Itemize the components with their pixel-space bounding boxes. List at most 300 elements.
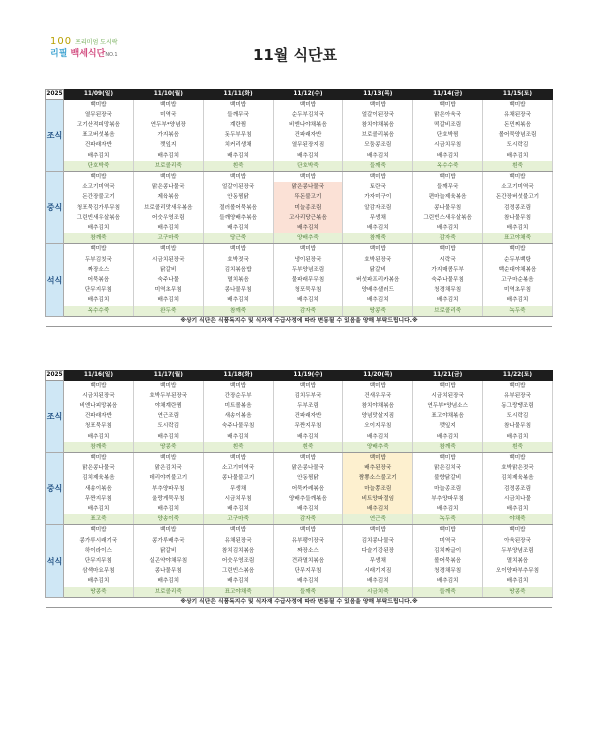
logo-brand-left: 리필 bbox=[50, 49, 68, 59]
day-header: 11/22(토) bbox=[483, 371, 553, 381]
menu-row bbox=[46, 151, 553, 161]
menu-cell: 데리야끼불고기 bbox=[133, 473, 203, 483]
menu-cell: 숙주나물무침 bbox=[413, 275, 483, 285]
menu-cell: 배추김치 bbox=[483, 295, 553, 305]
menu-row bbox=[46, 140, 553, 150]
menu-cell: 부추양파무침 bbox=[133, 484, 203, 494]
porridge-cell: 고구마죽 bbox=[133, 233, 203, 244]
menu-cell: 백미밥 bbox=[273, 380, 343, 391]
menu-cell: 무짠지무침 bbox=[64, 494, 134, 504]
menu-cell: 배추김치 bbox=[133, 504, 203, 514]
menu-cell: 콩나물무침 bbox=[413, 203, 483, 213]
menu-cell: 백미밥 bbox=[413, 171, 483, 182]
porridge-cell: 당근죽 bbox=[203, 233, 273, 244]
menu-cell: 검정콩조림 bbox=[483, 484, 553, 494]
menu-cell: 순두부김치국 bbox=[273, 110, 343, 120]
menu-cell: 시금치무침 bbox=[203, 494, 273, 504]
menu-cell: 어묵볶음 bbox=[64, 275, 134, 285]
porridge-cell: 들깨죽 bbox=[413, 587, 483, 598]
menu-cell: 청포묵무침 bbox=[273, 285, 343, 295]
menu-cell: 양배추들깨볶음 bbox=[273, 494, 343, 504]
porridge-cell: 녹두죽 bbox=[483, 306, 553, 317]
menu-cell: 맑은콩나물국 bbox=[64, 463, 134, 473]
menu-cell: 그린빈스볶음 bbox=[203, 566, 273, 576]
day-header: 11/19(수) bbox=[273, 371, 343, 381]
menu-cell: 어숫우영조림 bbox=[133, 213, 203, 223]
menu-cell: 배추김치 bbox=[273, 504, 343, 514]
menu-cell: 백미밥 bbox=[413, 99, 483, 110]
menu-row bbox=[46, 463, 553, 473]
menu-cell: 가지볶음 bbox=[133, 130, 203, 140]
menu-cell: 오이양파부추무침 bbox=[483, 566, 553, 576]
meal-label bbox=[46, 171, 64, 243]
menu-cell: 양념맛살지짐 bbox=[343, 411, 413, 421]
porridge-cell: 브로콜리죽 bbox=[133, 161, 203, 172]
menu-cell: 들깨양배추볶음 bbox=[203, 213, 273, 223]
menu-cell: 들깨무국 bbox=[413, 182, 483, 192]
porridge-cell: 옥수수죽 bbox=[413, 161, 483, 172]
porridge-cell: 야채죽 bbox=[483, 514, 553, 525]
menu-cell: 배추김치 bbox=[273, 295, 343, 305]
menu-cell: 두부김칫국 bbox=[64, 255, 134, 265]
menu-cell: 배추김치 bbox=[483, 432, 553, 442]
menu-cell: 백미밥 bbox=[133, 244, 203, 255]
porridge-cell: 브로콜리죽 bbox=[413, 306, 483, 317]
menu-row bbox=[46, 265, 553, 275]
menu-cell: 배추김치 bbox=[203, 295, 273, 305]
menu-cell: 배추김치 bbox=[483, 504, 553, 514]
menu-cell: 배추김치 bbox=[413, 223, 483, 233]
menu-row bbox=[46, 244, 553, 255]
menu-row bbox=[46, 411, 553, 421]
day-header: 11/13(목) bbox=[343, 90, 413, 100]
menu-cell: 단무지무침 bbox=[273, 566, 343, 576]
menu-cell: 동그랑땡조림 bbox=[483, 401, 553, 411]
menu-cell: 백미밥 bbox=[343, 171, 413, 182]
menu-cell: 간장순두부 bbox=[203, 391, 273, 401]
menu-cell: 순두부백탕 bbox=[483, 255, 553, 265]
porridge-cell: 고구마죽 bbox=[203, 514, 273, 525]
menu-cell: 소고기미역국 bbox=[483, 182, 553, 192]
menu-cell: 참치김치볶음 bbox=[203, 546, 273, 556]
porridge-row bbox=[46, 442, 553, 453]
menu-cell: 백미밥 bbox=[343, 380, 413, 391]
menu-cell: 소고기미역국 bbox=[203, 463, 273, 473]
menu-cell: 얼갈이된장국 bbox=[203, 182, 273, 192]
menu-cell: 뚜돈불고기 bbox=[273, 192, 343, 202]
menu-cell: 짜장소스 bbox=[64, 265, 134, 275]
day-header: 11/18(화) bbox=[203, 371, 273, 381]
porridge-cell: 감자죽 bbox=[273, 514, 343, 525]
menu-table-week-1 bbox=[45, 89, 553, 327]
menu-cell: 참나물무침 bbox=[483, 213, 553, 223]
menu-cell: 건파래자반 bbox=[64, 140, 134, 150]
menu-cell: 멸치볶음 bbox=[483, 556, 553, 566]
menu-row bbox=[46, 494, 553, 504]
menu-cell: 백미밥 bbox=[483, 99, 553, 110]
meal-label bbox=[46, 99, 64, 171]
porridge-cell: 녹두죽 bbox=[413, 514, 483, 525]
menu-cell: 백미밥 bbox=[203, 452, 273, 463]
porridge-cell: 양배추죽 bbox=[343, 442, 413, 453]
menu-cell: 백미밥 bbox=[343, 244, 413, 255]
menu-cell: 비엔나피망볶음 bbox=[64, 401, 134, 411]
porridge-cell: 표고야채죽 bbox=[203, 587, 273, 598]
menu-cell: 김치제육볶음 bbox=[483, 473, 553, 483]
porridge-cell: 단호박죽 bbox=[273, 161, 343, 172]
menu-cell: 미역국 bbox=[413, 536, 483, 546]
porridge-cell: 양송이죽 bbox=[133, 514, 203, 525]
porridge-cell: 참깨죽 bbox=[413, 442, 483, 453]
menu-row bbox=[46, 213, 553, 223]
menu-row bbox=[46, 171, 553, 182]
day-header: 11/15(토) bbox=[483, 90, 553, 100]
porridge-cell: 땅콩죽 bbox=[133, 442, 203, 453]
menu-cell: 편마늘제육볶음 bbox=[413, 192, 483, 202]
menu-cell: 무생채 bbox=[343, 556, 413, 566]
menu-cell: 마늘쫑조림 bbox=[343, 484, 413, 494]
menu-cell: 시금치된장국 bbox=[133, 255, 203, 265]
menu-cell: 백미밥 bbox=[64, 380, 134, 391]
porridge-cell: 표고야채죽 bbox=[483, 233, 553, 244]
menu-cell: 배추김치 bbox=[203, 151, 273, 161]
menu-cell: 안동찜닭 bbox=[203, 192, 273, 202]
menu-cell: 배추김치 bbox=[273, 576, 343, 586]
menu-cell: 단호박찜 bbox=[413, 130, 483, 140]
menu-cell: 배추김치 bbox=[273, 432, 343, 442]
menu-cell: 백미밥 bbox=[203, 525, 273, 536]
menu-row bbox=[46, 452, 553, 463]
menu-cell: 그린빈스새우살볶음 bbox=[413, 213, 483, 223]
menu-cell: 단무지무침 bbox=[64, 556, 134, 566]
menu-cell: 무생채 bbox=[203, 484, 273, 494]
menu-cell: 단무지무침 bbox=[64, 285, 134, 295]
menu-cell: 백미밥 bbox=[203, 171, 273, 182]
menu-cell: 백미밥 bbox=[203, 99, 273, 110]
porridge-cell: 브로콜리죽 bbox=[133, 587, 203, 598]
menu-row bbox=[46, 546, 553, 556]
menu-cell: 콩나물불고기 bbox=[203, 473, 273, 483]
menu-row bbox=[46, 536, 553, 546]
menu-cell: 김치짜글이 bbox=[413, 546, 483, 556]
menu-cell: 배추김치 bbox=[343, 432, 413, 442]
menu-row bbox=[46, 223, 553, 233]
meal-label-text: 조식 bbox=[46, 130, 63, 140]
porridge-cell: 땅콩죽 bbox=[64, 587, 134, 598]
menu-cell: 볼어묵양념조림 bbox=[483, 130, 553, 140]
menu-row bbox=[46, 255, 553, 265]
menu-cell: 비트양파절임 bbox=[343, 494, 413, 504]
menu-cell: 절러볼어묵볶음 bbox=[203, 203, 273, 213]
menu-cell: 열무된장지짐 bbox=[273, 140, 343, 150]
menu-cell: 볼어묵볶음 bbox=[413, 556, 483, 566]
menu-cell: 표고버섯볶음 bbox=[64, 130, 134, 140]
menu-cell: 배추김치 bbox=[133, 576, 203, 586]
menu-cell: 두부양념조림 bbox=[483, 546, 553, 556]
day-header: 11/16(일) bbox=[64, 371, 134, 381]
menu-row bbox=[46, 192, 553, 202]
day-header-row bbox=[46, 90, 553, 100]
menu-cell: 새송이볶음 bbox=[64, 484, 134, 494]
menu-row bbox=[46, 421, 553, 431]
menu-cell: 양배추샐러드 bbox=[343, 285, 413, 295]
menu-cell: 모둠콩조림 bbox=[343, 140, 413, 150]
menu-cell: 시래기지짐 bbox=[343, 566, 413, 576]
menu-cell: 배추된장국 bbox=[343, 463, 413, 473]
menu-row bbox=[46, 275, 553, 285]
menu-cell: 하이라이스 bbox=[64, 546, 134, 556]
menu-cell: 배추김치 bbox=[203, 576, 273, 586]
porridge-row bbox=[46, 306, 553, 317]
meal-label-text: 조식 bbox=[46, 411, 63, 421]
menu-row bbox=[46, 295, 553, 305]
menu-cell: 연근조림 bbox=[133, 411, 203, 421]
menu-cell: 불향닭갈비 bbox=[413, 473, 483, 483]
menu-cell: 백순대야채볶음 bbox=[483, 265, 553, 275]
menu-cell: 짬뽕소스불고기 bbox=[343, 473, 413, 483]
menu-cell: 맑은김치국 bbox=[413, 463, 483, 473]
day-header: 11/20(목) bbox=[343, 371, 413, 381]
menu-cell: 백미밥 bbox=[64, 525, 134, 536]
menu-cell: 짜장소스 bbox=[273, 546, 343, 556]
porridge-row bbox=[46, 233, 553, 244]
menu-cell: 백미밥 bbox=[273, 99, 343, 110]
menu-cell: 유채된장국 bbox=[483, 110, 553, 120]
menu-cell: 배추김치 bbox=[343, 576, 413, 586]
menu-cell: 시금치된장국 bbox=[64, 391, 134, 401]
porridge-cell: 참깨죽 bbox=[64, 233, 134, 244]
menu-cell: 멸치볶음 bbox=[203, 275, 273, 285]
menu-row bbox=[46, 182, 553, 192]
menu-cell: 고사리당근볶음 bbox=[273, 213, 343, 223]
menu-cell: 배추김치 bbox=[64, 151, 134, 161]
menu-cell: 건파래자반 bbox=[273, 130, 343, 140]
menu-cell: 배추김치 bbox=[64, 576, 134, 586]
meal-label bbox=[46, 525, 64, 597]
menu-cell: 깻잎지 bbox=[413, 421, 483, 431]
logo-number: 100 bbox=[50, 36, 73, 47]
menu-row bbox=[46, 99, 553, 110]
porridge-cell: 들깨죽 bbox=[343, 161, 413, 172]
menu-row bbox=[46, 556, 553, 566]
logo-top-text: 프리미엄 도시락 bbox=[75, 39, 118, 46]
menu-cell: 도시락김 bbox=[483, 140, 553, 150]
menu-cell: 백미밥 bbox=[483, 244, 553, 255]
brand-logo bbox=[50, 38, 130, 74]
day-header: 11/12(수) bbox=[273, 90, 343, 100]
menu-cell: 두부조림 bbox=[273, 401, 343, 411]
menu-cell: 맑은콩나물국 bbox=[273, 182, 343, 192]
menu-cell: 도시락김 bbox=[483, 411, 553, 421]
menu-cell: 부추양파무침 bbox=[413, 494, 483, 504]
menu-cell: 배추김치 bbox=[64, 295, 134, 305]
menu-cell: 미늘종조림 bbox=[273, 203, 343, 213]
logo-brand-right: 백세식단 bbox=[70, 49, 106, 59]
menu-cell: 백미밥 bbox=[133, 452, 203, 463]
menu-cell: 아욱된장국 bbox=[483, 536, 553, 546]
menu-cell: 치커리생채 bbox=[203, 140, 273, 150]
menu-row bbox=[46, 566, 553, 576]
menu-table-week-2 bbox=[45, 370, 553, 608]
porridge-row bbox=[46, 161, 553, 172]
menu-cell: 콩가루시래기국 bbox=[64, 536, 134, 546]
menu-cell: 콩가루배추국 bbox=[133, 536, 203, 546]
porridge-cell: 감자죽 bbox=[413, 233, 483, 244]
menu-cell: 미역초무침 bbox=[483, 285, 553, 295]
menu-cell: 가자미구이 bbox=[343, 192, 413, 202]
menu-cell: 어묵카레볶음 bbox=[273, 484, 343, 494]
porridge-cell: 옥수수죽 bbox=[64, 306, 134, 317]
menu-cell: 돗두부무침 bbox=[203, 130, 273, 140]
menu-cell: 배추김치 bbox=[64, 432, 134, 442]
menu-cell: 백미밥 bbox=[413, 380, 483, 391]
menu-cell: 백미밥 bbox=[64, 99, 134, 110]
menu-cell: 백미밥 bbox=[133, 99, 203, 110]
menu-cell: 배추김치 bbox=[64, 223, 134, 233]
menu-cell: 시금치나물 bbox=[483, 494, 553, 504]
menu-row bbox=[46, 120, 553, 130]
menu-cell: 배추김치 bbox=[64, 504, 134, 514]
notice-row bbox=[46, 597, 553, 607]
menu-cell: 참나물무침 bbox=[483, 421, 553, 431]
menu-cell: 연두부*양념소스 bbox=[413, 401, 483, 411]
menu-cell: 백미밥 bbox=[133, 171, 203, 182]
porridge-cell: 연근죽 bbox=[343, 514, 413, 525]
menu-cell: 깻잎지 bbox=[133, 140, 203, 150]
menu-cell: 닭갈비 bbox=[133, 546, 203, 556]
day-header: 11/14(금) bbox=[413, 90, 483, 100]
menu-cell: 비엔나야채볶음 bbox=[273, 120, 343, 130]
menu-cell: 건파래자반 bbox=[273, 411, 343, 421]
porridge-cell: 참깨죽 bbox=[64, 442, 134, 453]
menu-cell: 브로콜리맛새우볶음 bbox=[133, 203, 203, 213]
menu-cell: 김치제육볶음 bbox=[64, 473, 134, 483]
notice-text: ※상기 식단은 식품독지수 및 식자재 수급사정에 따라 변동될 수 있음을 양해 부탁드립니다.※ bbox=[46, 597, 553, 607]
menu-cell: 미역초무침 bbox=[133, 285, 203, 295]
meal-label-text: 석식 bbox=[46, 556, 63, 566]
menu-cell: 배추김치 bbox=[413, 576, 483, 586]
menu-cell: 백미밥 bbox=[343, 452, 413, 463]
menu-cell: 제육볶음 bbox=[133, 192, 203, 202]
menu-cell: 고구마순볶음 bbox=[483, 275, 553, 285]
menu-cell: 김치볶음밥 bbox=[203, 265, 273, 275]
porridge-cell: 표고죽 bbox=[64, 514, 134, 525]
menu-cell: 무생채 bbox=[343, 213, 413, 223]
menu-cell: 백미밥 bbox=[413, 452, 483, 463]
menu-row bbox=[46, 504, 553, 514]
menu-cell: 가지매콤두부 bbox=[413, 265, 483, 275]
menu-cell: 백미밥 bbox=[273, 171, 343, 182]
menu-cell: 배추김치 bbox=[273, 223, 343, 233]
menu-cell: 배추김치 bbox=[483, 576, 553, 586]
porridge-cell: 참깨죽 bbox=[203, 306, 273, 317]
notice-row bbox=[46, 316, 553, 326]
menu-cell: 백미밥 bbox=[133, 525, 203, 536]
meal-label-text: 중식 bbox=[46, 484, 63, 494]
menu-cell: 백미밥 bbox=[483, 380, 553, 391]
menu-cell: 백미밥 bbox=[483, 525, 553, 536]
menu-cell: 백미밥 bbox=[273, 525, 343, 536]
porridge-cell: 땅콩죽 bbox=[483, 587, 553, 598]
year-cell: 2025 bbox=[46, 91, 63, 97]
menu-cell: 다슬기강된장 bbox=[343, 546, 413, 556]
menu-cell: 소고기미역국 bbox=[64, 182, 134, 192]
menu-cell: 오이지무침 bbox=[343, 421, 413, 431]
menu-cell: 유부된장국 bbox=[483, 391, 553, 401]
porridge-cell: 감자죽 bbox=[273, 306, 343, 317]
menu-cell: 맑은콩나물국 bbox=[273, 463, 343, 473]
menu-cell: 백미밥 bbox=[203, 244, 273, 255]
menu-cell: 새송이볶음 bbox=[203, 411, 273, 421]
menu-cell: 백미밥 bbox=[64, 452, 134, 463]
menu-cell: 안동찜닭 bbox=[273, 473, 343, 483]
menu-cell: 야채계란찜 bbox=[133, 401, 203, 411]
menu-row bbox=[46, 484, 553, 494]
meal-label-text: 석식 bbox=[46, 275, 63, 285]
menu-cell: 백미밥 bbox=[133, 380, 203, 391]
menu-cell: 무짠지무침 bbox=[273, 421, 343, 431]
porridge-cell: 완두죽 bbox=[133, 306, 203, 317]
menu-cell: 돈민찌볶음 bbox=[483, 120, 553, 130]
menu-cell: 청포묵무침 bbox=[64, 421, 134, 431]
menu-cell: 시락국 bbox=[413, 255, 483, 265]
menu-cell: 콩나물무침 bbox=[203, 285, 273, 295]
menu-cell: 호박젓국 bbox=[203, 255, 273, 265]
menu-cell: 물파래무무침 bbox=[273, 275, 343, 285]
menu-cell: 백미밥 bbox=[413, 244, 483, 255]
porridge-row bbox=[46, 514, 553, 525]
menu-cell: 배추김치 bbox=[343, 223, 413, 233]
porridge-cell: 들깨죽 bbox=[273, 587, 343, 598]
day-header: 11/11(화) bbox=[203, 90, 273, 100]
menu-cell: 시금치된장국 bbox=[413, 391, 483, 401]
menu-row bbox=[46, 473, 553, 483]
menu-row bbox=[46, 110, 553, 120]
menu-cell: 백미밥 bbox=[483, 171, 553, 182]
menu-cell: 미트볼볶음 bbox=[203, 401, 273, 411]
menu-cell: 얼갈이된장국 bbox=[343, 110, 413, 120]
menu-cell: 호박맑은젓국 bbox=[483, 463, 553, 473]
menu-cell: 배추김치 bbox=[133, 432, 203, 442]
menu-cell: 청경채무침 bbox=[413, 285, 483, 295]
meal-label bbox=[46, 452, 64, 524]
menu-cell: 호박두부된장국 bbox=[133, 391, 203, 401]
menu-cell: 백미밥 bbox=[273, 244, 343, 255]
menu-row bbox=[46, 401, 553, 411]
menu-cell: 백미밥 bbox=[413, 525, 483, 536]
menu-cell: 시금치무침 bbox=[413, 140, 483, 150]
menu-cell: 배추김치 bbox=[483, 151, 553, 161]
porridge-cell: 흰죽 bbox=[203, 442, 273, 453]
menu-cell: 백미밥 bbox=[64, 244, 134, 255]
menu-cell: 백미밥 bbox=[203, 380, 273, 391]
menu-cell: 표고야채볶음 bbox=[413, 411, 483, 421]
menu-cell: 배추김치 bbox=[203, 504, 273, 514]
menu-cell: 돈간장불고기 bbox=[64, 192, 134, 202]
menu-cell: 청포묵김가루무침 bbox=[64, 203, 134, 213]
menu-row bbox=[46, 130, 553, 140]
menu-cell: 숙주나물무침 bbox=[203, 421, 273, 431]
menu-cell: 연두부*양념장 bbox=[133, 120, 203, 130]
menu-cell: 견과멸치볶음 bbox=[273, 556, 343, 566]
menu-cell: 배추김치 bbox=[483, 223, 553, 233]
menu-cell: 울랑게묵무침 bbox=[133, 494, 203, 504]
day-header: 11/10(월) bbox=[133, 90, 203, 100]
menu-cell: 백미밥 bbox=[64, 171, 134, 182]
menu-row bbox=[46, 432, 553, 442]
meal-label bbox=[46, 380, 64, 452]
menu-cell: 배추김치 bbox=[413, 504, 483, 514]
